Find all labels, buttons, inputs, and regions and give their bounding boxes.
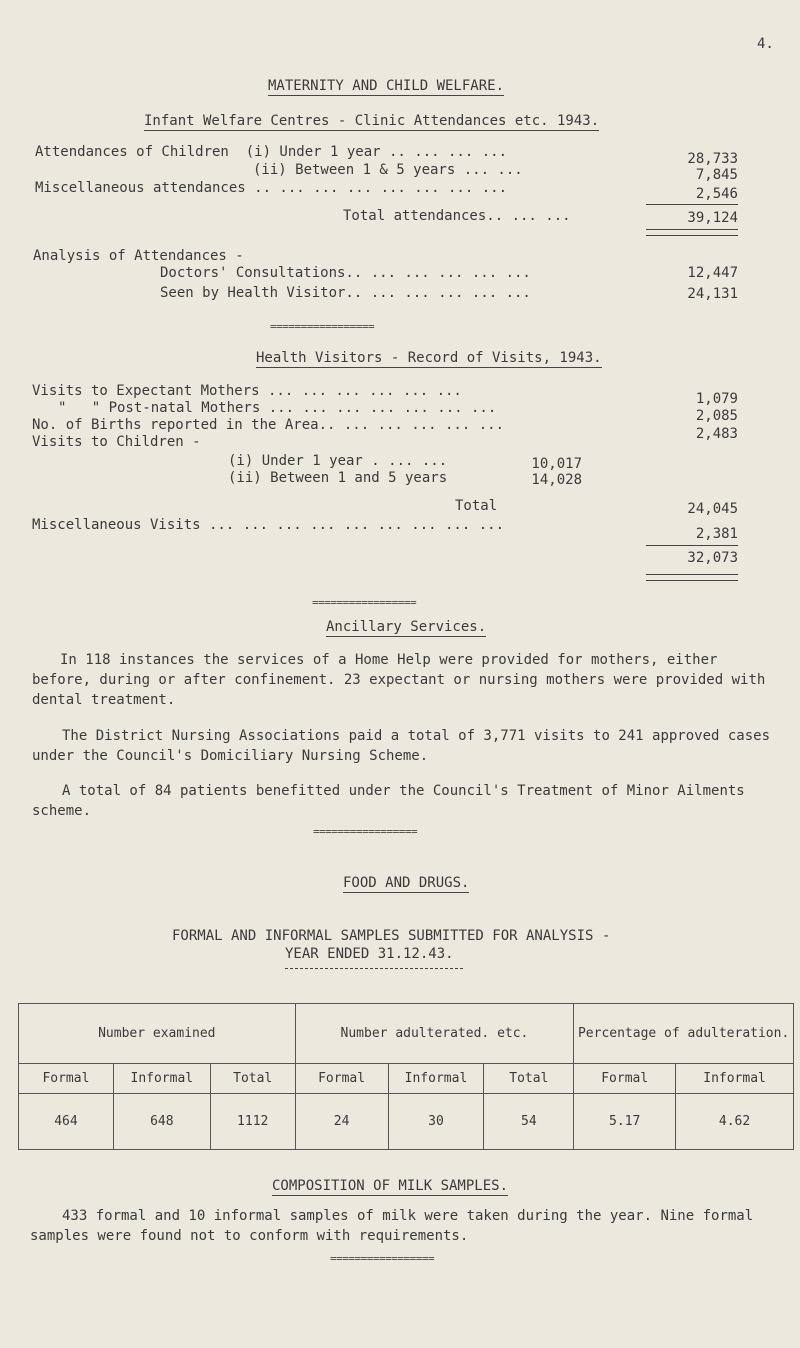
- milk-heading: COMPOSITION OF MILK SAMPLES.: [272, 1178, 509, 1194]
- column-header: Informal: [676, 1064, 794, 1094]
- section-separator: =================: [313, 825, 418, 838]
- table-cell: 54: [484, 1094, 574, 1150]
- clinic-row-label: (ii) Between 1 & 5 years ... ...: [253, 162, 523, 178]
- children-row-label: (i) Under 1 year . ... ...: [228, 453, 448, 469]
- column-header: Total: [210, 1064, 295, 1094]
- children-row-value: 14,028: [531, 472, 582, 488]
- column-header: Formal: [19, 1064, 114, 1094]
- clinic-row-value: 7,845: [695, 167, 738, 183]
- group-header-adulterated: Number adulterated. etc.: [295, 1004, 574, 1064]
- ancillary-paragraph: The District Nursing Associations paid a total of 3,771 visits to 241 approved cases under the Council's Domiciliary Nursing Scheme.: [32, 728, 771, 764]
- table-cell: 648: [113, 1094, 210, 1150]
- analysis-row-value: 12,447: [687, 265, 738, 281]
- subheading-rule: [285, 968, 463, 969]
- clinic-total-label: Total attendances.. ... ...: [343, 208, 571, 224]
- misc-visits-value: 2,381: [695, 526, 738, 542]
- clinic-heading: Infant Welfare Centres - Clinic Attendances etc. 1943.: [144, 113, 600, 129]
- table-cell: 464: [19, 1094, 114, 1150]
- visits-row-label: " " Post-natal Mothers ... ... ... ... ... ... ...: [58, 400, 497, 416]
- table-cell: 1112: [210, 1094, 295, 1150]
- section-separator: =================: [270, 320, 375, 333]
- group-header-percentage: Percentage of adulteration.: [574, 1004, 794, 1064]
- food-heading: FOOD AND DRUGS.: [343, 875, 470, 891]
- column-header: Informal: [113, 1064, 210, 1094]
- visits-row-value: 2,085: [695, 408, 738, 424]
- visits-row-value: 2,483: [695, 426, 738, 442]
- page-number: 4.: [757, 36, 774, 52]
- total-double-rule: [646, 574, 738, 575]
- analysis-row-value: 24,131: [687, 286, 738, 302]
- visits-total-label: Total: [455, 498, 498, 514]
- total-double-rule: [646, 235, 738, 236]
- clinic-row-value: 28,733: [687, 151, 738, 167]
- visits-heading: Health Visitors - Record of Visits, 1943.: [256, 350, 602, 366]
- analysis-row-label: Seen by Health Visitor.. ... ... ... ... ...: [160, 285, 531, 301]
- column-header: Total: [484, 1064, 574, 1094]
- clinic-total-value: 39,124: [687, 210, 738, 226]
- children-row-value: 10,017: [531, 456, 582, 472]
- children-heading: Visits to Children -: [32, 434, 201, 450]
- clinic-row-label: Attendances of Children (i) Under 1 year .. ... ... ...: [35, 144, 508, 160]
- table-cell: 5.17: [574, 1094, 676, 1150]
- clinic-row-label: Miscellaneous attendances .. ... ... ... ... ... ... ...: [35, 180, 508, 196]
- column-header: Formal: [295, 1064, 388, 1094]
- analysis-row-label: Doctors' Consultations.. ... ... ... ... ...: [160, 265, 531, 281]
- column-header: Informal: [388, 1064, 484, 1094]
- misc-visits-label: Miscellaneous Visits ... ... ... ... ... ... ... ... ...: [32, 517, 505, 533]
- ancillary-heading: Ancillary Services.: [326, 619, 487, 635]
- table-cell: 4.62: [676, 1094, 794, 1150]
- section-separator: =================: [330, 1252, 435, 1265]
- ancillary-paragraph: In 118 instances the services of a Home Help were provided for mothers, either before, during or after confinement. 23 expectant or nursing mothers were provided with dental treatment.: [32, 652, 766, 708]
- visits-row-label: No. of Births reported in the Area.. ... ... ... ... ...: [32, 417, 505, 433]
- visits-grand-total: 32,073: [687, 550, 738, 566]
- column-header: Formal: [574, 1064, 676, 1094]
- children-row-label: (ii) Between 1 and 5 years: [228, 470, 448, 486]
- samples-table: [18, 1003, 794, 1150]
- group-header-examined: Number examined: [19, 1004, 296, 1064]
- subtotal-rule: [646, 204, 738, 205]
- visits-row-label: Visits to Expectant Mothers ... ... ... ... ... ...: [32, 383, 462, 399]
- analysis-heading: Analysis of Attendances -: [33, 248, 244, 264]
- clinic-row-value: 2,546: [695, 186, 738, 202]
- visits-total-value: 24,045: [687, 501, 738, 517]
- food-subheading: FORMAL AND INFORMAL SAMPLES SUBMITTED FOR ANALYSIS -: [172, 928, 611, 944]
- ancillary-paragraph: A total of 84 patients benefitted under the Council's Treatment of Minor Ailments scheme.: [32, 783, 745, 819]
- visits-row-value: 1,079: [695, 391, 738, 407]
- subtotal-rule: [646, 545, 738, 546]
- page-title: MATERNITY AND CHILD WELFARE.: [268, 78, 505, 94]
- table-cell: 30: [388, 1094, 484, 1150]
- milk-paragraph: 433 formal and 10 informal samples of milk were taken during the year. Nine formal samples were found not to conform with requirements.: [30, 1208, 754, 1244]
- total-double-rule: [646, 229, 738, 230]
- food-subheading: YEAR ENDED 31.12.43.: [285, 946, 454, 962]
- table-cell: 24: [295, 1094, 388, 1150]
- section-separator: =================: [312, 596, 417, 609]
- total-double-rule: [646, 580, 738, 581]
